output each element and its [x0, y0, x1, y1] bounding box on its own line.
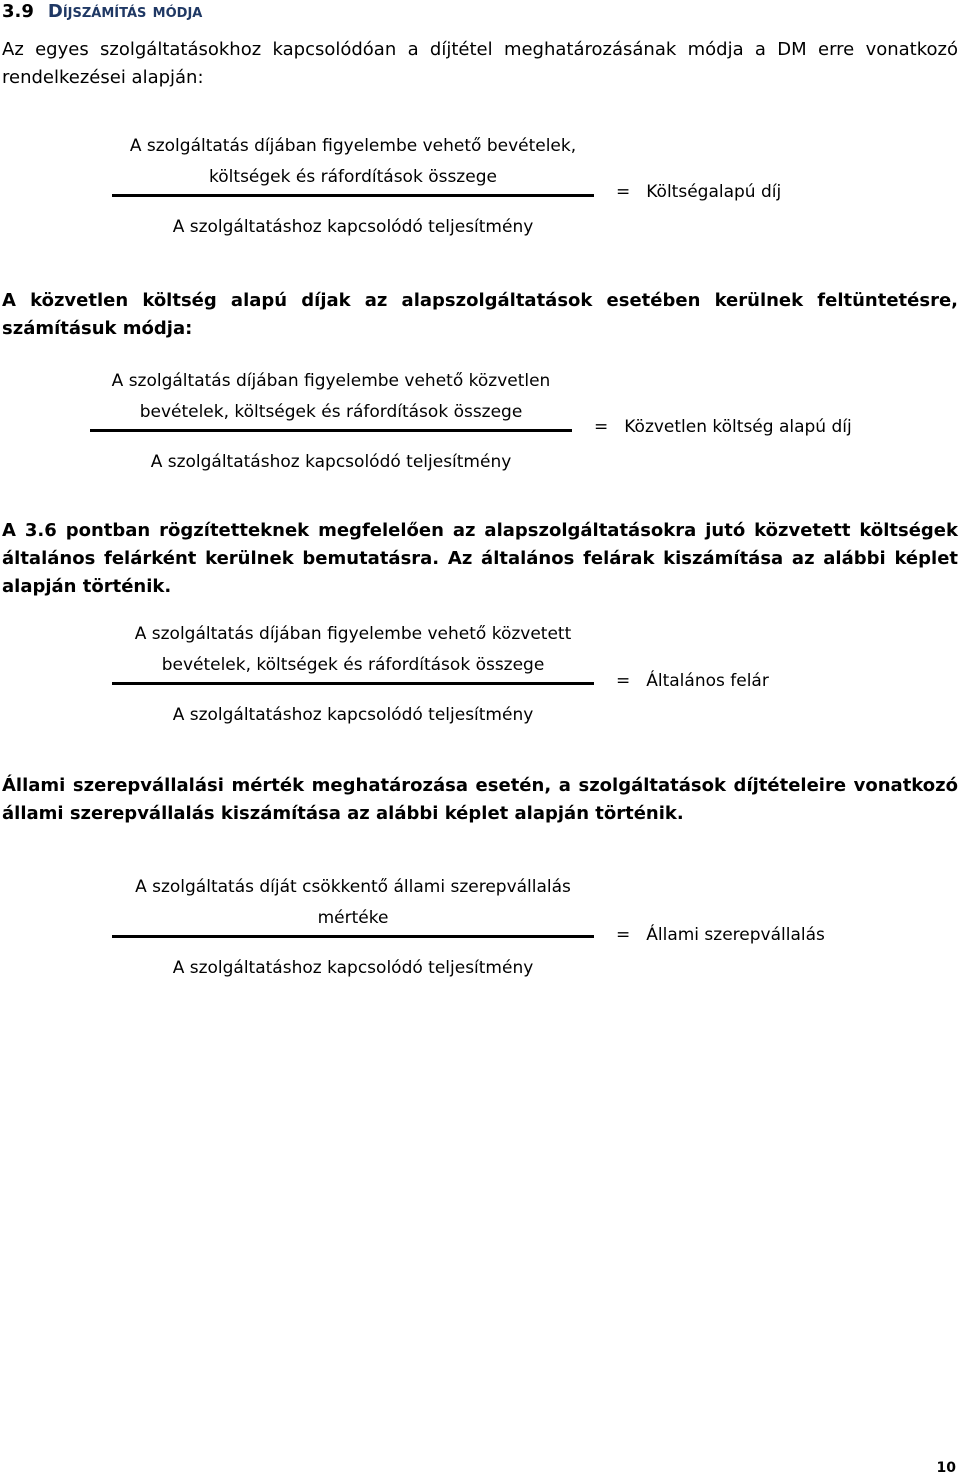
- formula3-result: [616, 670, 769, 692]
- formula3-denominator: A szolgáltatáshoz kapcsolódó teljesítmény: [172, 705, 534, 725]
- paragraph-direct-cost: A közvetlen költség alapú díjak az alapszolgáltatások esetében kerülnek feltüntetésre, számításuk módja:: [2, 290, 958, 339]
- formula1-result-label: Költségalapú díj: [646, 182, 782, 202]
- page-number: 10: [936, 1460, 956, 1476]
- formula3-fraction-bar: [112, 682, 594, 685]
- intro-paragraph: Az egyes szolgáltatásokhoz kapcsolódóan a díjtétel meghatározásának módja a DM erre vonatkozó rendelkezései alapján:: [2, 39, 958, 88]
- section-number: 3.9: [2, 1, 34, 22]
- formula1-fraction-bar: [112, 194, 594, 197]
- formula2-numerator-line2: bevételek, költségek és ráfordítások összege: [139, 402, 523, 422]
- formula2-result-label: Közvetlen költség alapú díj: [624, 417, 852, 437]
- formula2-equals: =: [594, 417, 609, 437]
- paragraph-state-role: Állami szerepvállalási mérték meghatározása esetén, a szolgáltatások díjtételeire vonatkozó állami szerepvállalás kiszámítása az alábbi képlet alapján történik.: [2, 775, 958, 824]
- formula1-equals: =: [616, 182, 631, 202]
- formula2-numerator-line1: A szolgáltatás díjában figyelembe vehető közvetlen: [111, 371, 551, 391]
- formula1-numerator-line1: A szolgáltatás díjában figyelembe vehető bevételek,: [129, 136, 577, 156]
- formula2-result: [594, 416, 852, 438]
- formula4-numerator-line2: mértéke: [317, 908, 389, 928]
- formula3-equals: =: [616, 671, 631, 691]
- formula2-fraction-bar: [90, 429, 572, 432]
- formula3-numerator-line2: bevételek, költségek és ráfordítások összege: [161, 655, 545, 675]
- formula1-result: [616, 181, 781, 203]
- formula3-numerator-line1: A szolgáltatás díjában figyelembe vehető közvetett: [134, 624, 572, 644]
- formula3-result-label: Általános felár: [646, 671, 769, 691]
- formula4-numerator-line1: A szolgáltatás díját csökkentő állami szerepvállalás: [135, 877, 571, 897]
- formula2-denominator: A szolgáltatáshoz kapcsolódó teljesítmény: [150, 452, 512, 472]
- formula4-denominator: A szolgáltatáshoz kapcsolódó teljesítmény: [172, 958, 534, 978]
- formula1-numerator-line2: költségek és ráfordítások összege: [209, 167, 497, 187]
- formula1-denominator: A szolgáltatáshoz kapcsolódó teljesítmény: [172, 217, 534, 237]
- paragraph-general-surcharge: A 3.6 pontban rögzítetteknek megfelelően az alapszolgáltatásokra jutó közvetett költségek általános felárként kerülnek bemutatásra. Az általános felárak kiszámítása az alábbi képlet alapján történik.: [2, 520, 958, 597]
- formula4-fraction-bar: [112, 935, 594, 938]
- section-heading: [2, 0, 202, 24]
- formula4-result: [616, 924, 825, 946]
- formula4-result-label: Állami szerepvállalás: [646, 925, 825, 945]
- section-title: Díjszámítás módja: [47, 1, 203, 22]
- formula4-equals: =: [616, 925, 631, 945]
